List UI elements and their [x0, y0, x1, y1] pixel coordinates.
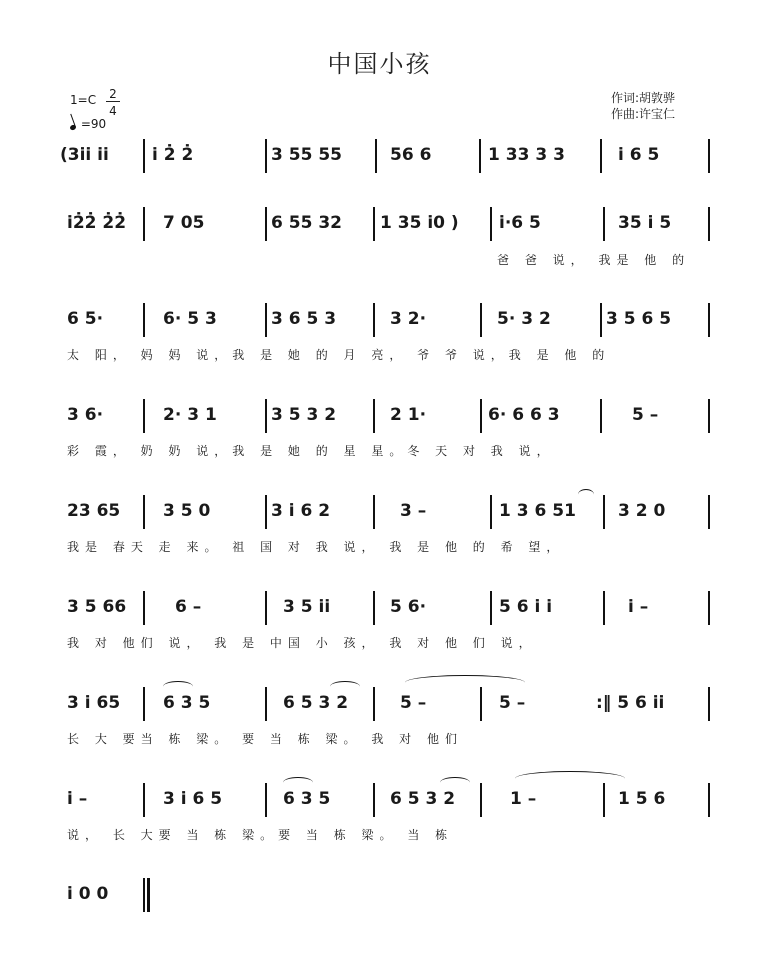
bar-line: [600, 139, 602, 173]
score-row-9: [0, 884, 759, 964]
measure: 5 6·: [390, 597, 427, 617]
measure: 3 –: [400, 501, 427, 521]
bar-line: [143, 139, 145, 173]
lyrics-line: 说， 长 大要 当 栋 梁。要 当 栋 梁。 当 栋: [67, 828, 454, 842]
time-denominator: 4: [109, 104, 117, 118]
measure: 3 5 0: [163, 501, 211, 521]
measure: 6 5·: [67, 309, 104, 329]
song-title: 中国小孩: [327, 50, 432, 78]
measure: 3 5 i̇i̇: [283, 597, 331, 617]
measure: 6 3 5: [163, 693, 211, 713]
score-row-6: [0, 597, 759, 677]
measure: 3 5 66: [67, 597, 127, 617]
lyrics-line: 我 对 他们 说， 我 是 中国 小 孩， 我 对 他 们 说，: [67, 636, 537, 650]
bar-line: [708, 495, 710, 529]
key-signature: 1=C: [70, 93, 97, 107]
bar-line: [708, 399, 710, 433]
measure: :‖ 5 6 i̇i̇: [596, 693, 665, 713]
final-bar-line-thin: [143, 878, 145, 912]
measure: 2· 3 1: [163, 405, 217, 425]
bar-line: [479, 139, 481, 173]
measure: 3 55 55: [271, 145, 342, 165]
measure: 3 i̇ 6 5: [163, 789, 223, 809]
credits: [611, 90, 675, 122]
bar-line: [480, 783, 482, 817]
final-bar-line-thick: [147, 878, 150, 912]
measure: 2 1·: [390, 405, 427, 425]
measure: 6 5 3 2: [283, 693, 349, 713]
bar-line: [143, 303, 145, 337]
bar-line: [600, 303, 602, 337]
measure: 6 –: [175, 597, 202, 617]
fraction-line: [106, 101, 120, 102]
measure: 1 –: [510, 789, 537, 809]
measure: i̇·6 5: [499, 213, 541, 233]
bar-line: [480, 687, 482, 721]
score-row-4: [0, 405, 759, 485]
tie-mark: [283, 777, 313, 788]
measure: i̇ 0 0: [67, 884, 109, 904]
measure: 1 5 6: [618, 789, 666, 809]
bar-line: [490, 591, 492, 625]
bar-line: [265, 783, 267, 817]
bar-line: [603, 495, 605, 529]
measure: 5 –: [400, 693, 427, 713]
composer-credit: 作曲:许宝仁: [611, 107, 676, 121]
measure: 5 –: [499, 693, 526, 713]
measure: 3 i̇ 6 2: [271, 501, 331, 521]
measure: i̇ 6 5: [618, 145, 660, 165]
measure: 1 3 6 51: [499, 501, 576, 521]
measure: 5· 3 2: [497, 309, 551, 329]
measure: 1 35 i̇0 ): [380, 213, 459, 233]
time-numerator: 2: [109, 87, 117, 101]
measure: 35 i̇ 5: [618, 213, 672, 233]
bar-line: [265, 139, 267, 173]
bar-line: [708, 303, 710, 337]
tie-mark: [578, 489, 594, 500]
measure: 23 65: [67, 501, 121, 521]
bar-line: [265, 687, 267, 721]
lyricist-credit: 作词:胡敦骅: [611, 91, 676, 105]
measure: 3 5 3 2: [271, 405, 337, 425]
score-row-7: [0, 693, 759, 773]
bar-line: [373, 495, 375, 529]
score-row-5: [0, 501, 759, 581]
measure: 3 6 5 3: [271, 309, 337, 329]
bar-line: [603, 783, 605, 817]
bar-line: [490, 495, 492, 529]
bar-line: [480, 303, 482, 337]
tempo-value: =90: [80, 117, 107, 131]
measure: 3 2 0: [618, 501, 666, 521]
lyrics-line: 我是 春天 走 来。 祖 国 对 我 说， 我 是 他 的 希 望，: [67, 540, 565, 554]
tie-mark: [330, 681, 360, 692]
time-signature: [106, 86, 120, 119]
lyrics-line: 长 大 要当 栋 梁。 要 当 栋 梁。 我 对 他们: [67, 732, 463, 746]
bar-line: [490, 207, 492, 241]
bar-line: [143, 591, 145, 625]
quarter-note-icon: [69, 124, 76, 131]
measure: 3 i̇ 65: [67, 693, 121, 713]
measure: 5 –: [632, 405, 659, 425]
bar-line: [480, 399, 482, 433]
measure: i̇2̇2̇ 2̇2̇: [67, 213, 127, 233]
measure: 6· 5 3: [163, 309, 217, 329]
bar-line: [265, 399, 267, 433]
bar-line: [373, 399, 375, 433]
bar-line: [375, 139, 377, 173]
bar-line: [373, 687, 375, 721]
tie-mark: [405, 675, 525, 690]
measure: 1 33 3 3: [488, 145, 565, 165]
score-row-3: [0, 309, 759, 389]
lyrics-line: 彩 霞， 奶 奶 说，我 是 她 的 星 星。冬 天 对 我 说，: [67, 444, 555, 458]
measure: i̇ –: [67, 789, 88, 809]
bar-line: [373, 591, 375, 625]
tempo-mark: [70, 116, 106, 132]
bar-line: [143, 495, 145, 529]
measure: i̇ –: [628, 597, 649, 617]
bar-line: [708, 139, 710, 173]
bar-line: [603, 591, 605, 625]
bar-line: [143, 207, 145, 241]
lyrics-line: 太 阳， 妈 妈 说，我 是 她 的 月 亮， 爷 爷 说，我 是 他 的: [67, 348, 611, 362]
bar-line: [373, 303, 375, 337]
bar-line: [265, 303, 267, 337]
bar-line: [265, 495, 267, 529]
measure: (3i̇i̇ i̇i̇: [60, 145, 109, 165]
tie-mark: [515, 771, 625, 786]
bar-line: [143, 687, 145, 721]
bar-line: [373, 783, 375, 817]
measure: 6 5 3 2: [390, 789, 456, 809]
bar-line: [708, 207, 710, 241]
tie-mark: [440, 777, 470, 788]
bar-line: [603, 207, 605, 241]
measure: 3 5 6 5: [606, 309, 672, 329]
bar-line: [265, 207, 267, 241]
bar-line: [708, 687, 710, 721]
measure: 6 3 5: [283, 789, 331, 809]
bar-line: [708, 591, 710, 625]
bar-line: [373, 207, 375, 241]
measure: i̇ 2̇ 2̇: [152, 145, 194, 165]
bar-line: [708, 783, 710, 817]
bar-line: [143, 399, 145, 433]
bar-line: [143, 783, 145, 817]
score-row-2: [0, 213, 759, 293]
score-row-8: [0, 789, 759, 869]
tie-mark: [163, 681, 193, 692]
measure: 3 2·: [390, 309, 427, 329]
measure: 6 55 32: [271, 213, 342, 233]
measure: 5 6 i̇ i̇: [499, 597, 553, 617]
measure: 3 6·: [67, 405, 104, 425]
bar-line: [600, 399, 602, 433]
lyrics-line: 爸 爸 说， 我是 他 的: [497, 253, 691, 267]
measure: 7 05: [163, 213, 205, 233]
measure: 6· 6 6 3: [488, 405, 560, 425]
bar-line: [265, 591, 267, 625]
measure: 56 6: [390, 145, 432, 165]
